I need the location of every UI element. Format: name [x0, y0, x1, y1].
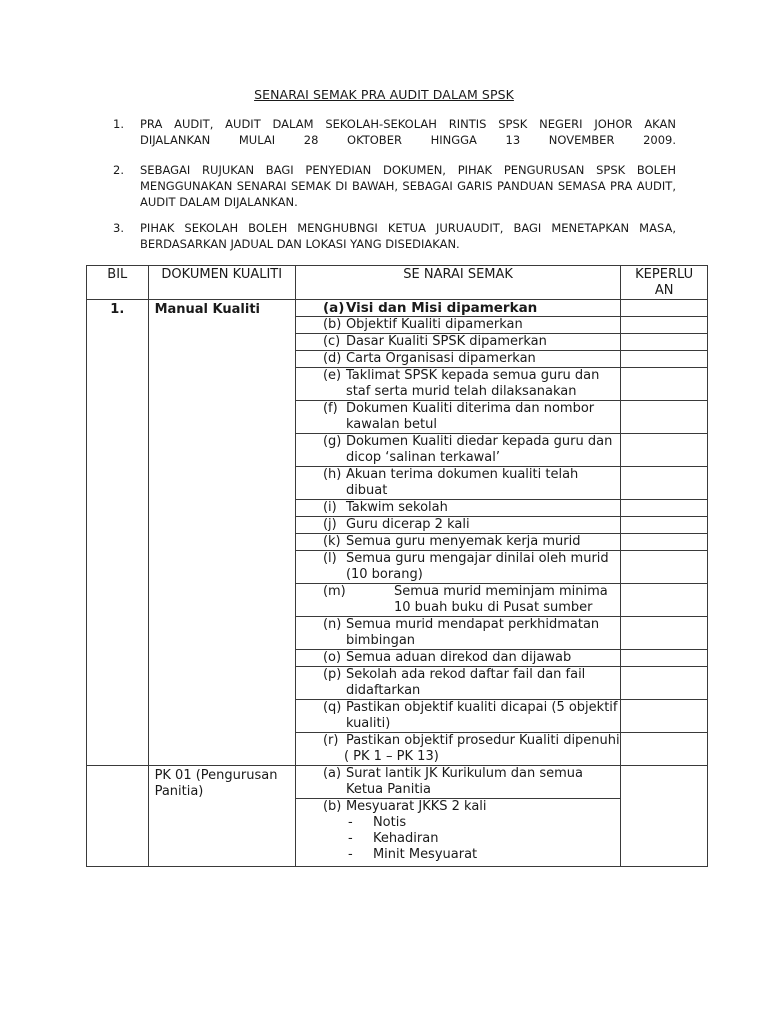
keperluan-cell[interactable] — [621, 584, 708, 617]
checklist-item-i — [295, 500, 620, 517]
item-text: Dokumen Kualiti diedar kepada guru dan dicop ‘salinan terkawal’ — [345, 434, 613, 465]
header-bil: BIL — [87, 266, 149, 300]
header-keperluan-line2: AN — [654, 283, 674, 298]
sub-item-notis — [296, 815, 620, 831]
keperluan-cell[interactable] — [621, 368, 708, 401]
intro-point-1 — [113, 116, 676, 148]
item-label: (d) — [322, 351, 342, 366]
keperluan-cell[interactable] — [621, 401, 708, 434]
table-row — [87, 766, 708, 799]
item-text: Semua guru mengajar dinilai oleh murid (10 borang) — [345, 551, 609, 582]
header-keperluan — [621, 266, 708, 300]
checklist-item-b — [295, 317, 620, 334]
item-label: (a) — [322, 766, 342, 781]
sub-item-text: Minit Mesyuarat — [372, 847, 478, 862]
item-text: Takwim sekolah — [345, 500, 448, 515]
keperluan-cell[interactable] — [621, 766, 708, 867]
item-text: Dokumen Kualiti diterima dan nombor kawalan betul — [345, 401, 595, 432]
item-label: (l) — [322, 551, 337, 566]
item-label: (j) — [322, 517, 337, 532]
checklist-item-c — [295, 334, 620, 351]
row-dokumen-pk01: PK 01 (Pengurusan Panitia) — [148, 766, 295, 867]
intro-point-2 — [113, 162, 676, 210]
checklist-item-a — [295, 300, 620, 317]
item-label: (b) — [322, 799, 342, 814]
item-text: Semua guru menyemak kerja murid — [345, 534, 581, 549]
checklist-item-m — [295, 584, 620, 617]
checklist-item-o — [295, 650, 620, 667]
sub-item-text: Kehadiran — [372, 831, 439, 846]
item-label: (q) — [322, 700, 342, 715]
item-label: (a) — [322, 300, 345, 316]
checklist-item-pk01-b — [295, 799, 620, 867]
item-label: (p) — [322, 667, 342, 682]
keperluan-cell[interactable] — [621, 700, 708, 733]
intro-point-3 — [113, 220, 676, 252]
item-label: (c) — [322, 334, 341, 349]
item-text: Sekolah ada rekod daftar fail dan fail didaftarkan — [345, 667, 586, 698]
keperluan-cell[interactable] — [621, 467, 708, 500]
item-text: Surat lantik JK Kurikulum dan semua Ketua Panitia — [345, 766, 583, 797]
intro-number: 1. — [113, 117, 124, 131]
item-label: (k) — [322, 534, 341, 549]
item-label: (b) — [322, 317, 342, 332]
checklist-item-g — [295, 434, 620, 467]
item-text: Pastikan objektif kualiti dicapai (5 objektif kualiti) — [345, 700, 618, 731]
checklist-item-d — [295, 351, 620, 368]
row-dokumen: Manual Kualiti — [148, 300, 295, 766]
checklist-item-f — [295, 401, 620, 434]
table-row — [87, 300, 708, 317]
item-text: Semua murid mendapat perkhidmatan bimbingan — [345, 617, 600, 648]
item-text: Pastikan objektif prosedur Kualiti dipenuhi — [345, 733, 620, 748]
item-label: (o) — [322, 650, 342, 665]
keperluan-cell[interactable] — [621, 617, 708, 650]
header-dokumen: DOKUMEN KUALITI — [148, 266, 295, 300]
row-bil-empty — [87, 766, 149, 867]
intro-number: 3. — [113, 221, 124, 235]
item-text: Carta Organisasi dipamerkan — [345, 351, 536, 366]
sub-item-text: Notis — [372, 815, 407, 830]
sub-item-kehadiran — [296, 831, 620, 847]
item-text: Taklimat SPSK kepada semua guru dan staf serta murid telah dilaksanakan — [345, 368, 600, 399]
item-text: Dasar Kualiti SPSK dipamerkan — [345, 334, 547, 349]
item-text: Visi dan Misi dipamerkan — [345, 300, 538, 316]
header-semak: SE NARAI SEMAK — [295, 266, 620, 300]
keperluan-cell[interactable] — [621, 650, 708, 667]
checklist-item-n — [295, 617, 620, 650]
checklist-item-pk01-a — [295, 766, 620, 799]
item-text: Semua murid meminjam minima 10 buah buku di Pusat sumber — [393, 584, 608, 615]
checklist-item-p — [295, 667, 620, 700]
item-text: Akuan terima dokumen kualiti telah dibuat — [345, 467, 579, 498]
dash-bullet: - — [347, 831, 353, 846]
item-text: Objektif Kualiti dipamerkan — [345, 317, 523, 332]
item-text: Guru dicerap 2 kali — [345, 517, 470, 532]
keperluan-cell[interactable] — [621, 434, 708, 467]
checklist-item-h — [295, 467, 620, 500]
keperluan-cell[interactable] — [621, 667, 708, 700]
row-bil: 1. — [87, 300, 149, 766]
dash-bullet: - — [347, 815, 353, 830]
document-title: SENARAI SEMAK PRA AUDIT DALAM SPSK — [254, 87, 514, 102]
item-label: (i) — [322, 500, 337, 515]
table-header-row — [87, 266, 708, 300]
item-label: (f) — [322, 401, 338, 416]
item-label: (r) — [322, 733, 339, 748]
keperluan-cell[interactable] — [621, 534, 708, 551]
checklist-item-e — [295, 368, 620, 401]
item-text: Mesyuarat JKKS 2 kali — [345, 799, 487, 814]
checklist-item-q — [295, 700, 620, 733]
intro-number: 2. — [113, 163, 124, 177]
checklist-item-r — [295, 733, 620, 766]
intro-text: PIHAK SEKOLAH BOLEH MENGHUBNGI KETUA JURUAUDIT, BAGI MENETAPKAN MASA, BERDASARKAN JADUAL DAN LOKASI YANG DISEDIAKAN. — [140, 221, 676, 251]
keperluan-cell[interactable] — [621, 500, 708, 517]
item-r-extra: ( PK 1 – PK 13) — [343, 749, 439, 764]
checklist-table — [86, 265, 708, 867]
keperluan-cell[interactable] — [621, 317, 708, 334]
keperluan-cell[interactable] — [621, 351, 708, 368]
item-text: Semua aduan direkod dan dijawab — [345, 650, 572, 665]
item-label: (g) — [322, 434, 342, 449]
checklist-item-k — [295, 534, 620, 551]
header-keperluan-line1: KEPERLU — [635, 267, 694, 282]
keperluan-cell[interactable] — [621, 517, 708, 534]
item-label: (m) — [322, 584, 346, 599]
checklist-item-j — [295, 517, 620, 534]
keperluan-cell[interactable] — [621, 551, 708, 584]
item-label: (n) — [322, 617, 342, 632]
keperluan-cell[interactable] — [621, 733, 708, 766]
dash-bullet: - — [347, 847, 353, 862]
keperluan-cell[interactable] — [621, 334, 708, 351]
item-label: (e) — [322, 368, 342, 383]
sub-item-minit — [296, 847, 620, 863]
intro-text: SEBAGAI RUJUKAN BAGI PENYEDIAN DOKUMEN, PIHAK PENGURUSAN SPSK BOLEH MENGGUNAKAN SENARAI SEMAK DI BAWAH, SEBAGAI GARIS PANDUAN SEMASA PRA AUDIT, AUDIT DALAM DIJALANKAN. — [140, 163, 676, 209]
item-label: (h) — [322, 467, 342, 482]
keperluan-cell[interactable] — [621, 300, 708, 317]
checklist-item-l — [295, 551, 620, 584]
intro-text: PRA AUDIT, AUDIT DALAM SEKOLAH-SEKOLAH RINTIS SPSK NEGERI JOHOR AKAN DIJALANKAN MULAI 28 OKTOBER HINGGA 13 NOVEMBER 2009. — [140, 117, 676, 147]
